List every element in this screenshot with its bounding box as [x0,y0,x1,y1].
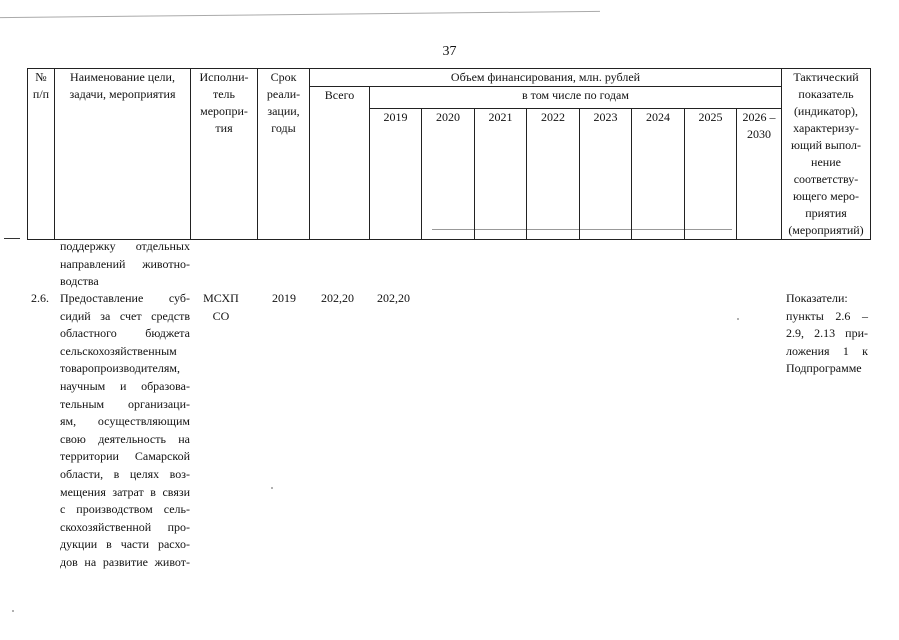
header-year: 2021 [475,109,527,240]
row-name [60,290,190,572]
header-year: 2024 [632,109,685,240]
header-year: 2025 [685,109,737,240]
text-line: Предоставление суб- [60,291,190,305]
text-line: научным и образова- [60,378,190,393]
text-line: Подпрограмме [786,361,862,376]
scan-artifact-line [4,238,20,239]
header-year: 2023 [580,109,632,240]
header-by-years: в том числе по годам [370,87,782,109]
header-executor: Исполни-тель меропри-тия [191,69,258,240]
text-line: тельным организаци- [60,396,190,411]
header-total: Всего [310,87,370,240]
scan-speck [12,610,14,612]
text-line: с производством сель- [60,502,190,517]
row-total: 202,20 [321,291,354,305]
text-line: пункты 2.6 – [786,308,868,323]
header-year: 2019 [370,109,422,240]
header-year: 2022 [527,109,580,240]
text-line: дукции в части расхо- [60,537,190,552]
scan-speck [737,318,739,320]
text-line: 2.9, 2.13 при- [786,326,868,341]
text-line: поддержку отдельных [60,239,190,253]
header-funding: Объем финансирования, млн. рублей [310,69,782,87]
header-year: 2020 [422,109,475,240]
text-line: мещения затрат в связи [60,484,190,499]
text-line: свою деятельность на [60,431,190,446]
header-term: Срок реали-зации, годы [258,69,310,240]
text-line: сельскохозяйственным [60,343,177,358]
text-line: области, в целях воз- [60,466,190,481]
scan-speck [271,487,273,489]
text-line: областного бюджета [60,326,190,341]
scan-artifact-line [0,11,600,18]
table-header [27,68,871,240]
text-line: товаропроизводителям, [60,361,180,376]
header-name: Наименование цели, задачи, мероприятия [55,69,191,240]
page-number: 37 [442,44,457,59]
row-number: 2.6. [31,291,49,305]
text-line: Показатели: [786,291,848,305]
header-indicator: Тактический показатель (индикатор), характеризу-ющий выпол-нение соответству-ющего меро-приятия (мероприятий) [782,69,871,240]
text-line: территории Самарской [60,449,190,464]
text-line: ям, осуществляющим [60,414,190,429]
row-year-2019: 202,20 [377,291,410,305]
row-indicator [786,290,868,378]
text-line: сидий за счет средств [60,308,190,323]
row-term: 2019 [272,291,296,305]
text-line: водства [60,274,99,289]
text-line: ложения 1 к [786,343,868,358]
header-no: № п/п [28,69,55,240]
header-year: 2026 – 2030 [737,109,782,240]
text-line: направлений животно- [60,256,190,271]
row-executor: МСХП СО [203,291,239,323]
text-line: дов на развитие живот- [60,554,190,569]
carryover-text [60,238,190,291]
text-line: скохозяйственной про- [60,519,190,534]
